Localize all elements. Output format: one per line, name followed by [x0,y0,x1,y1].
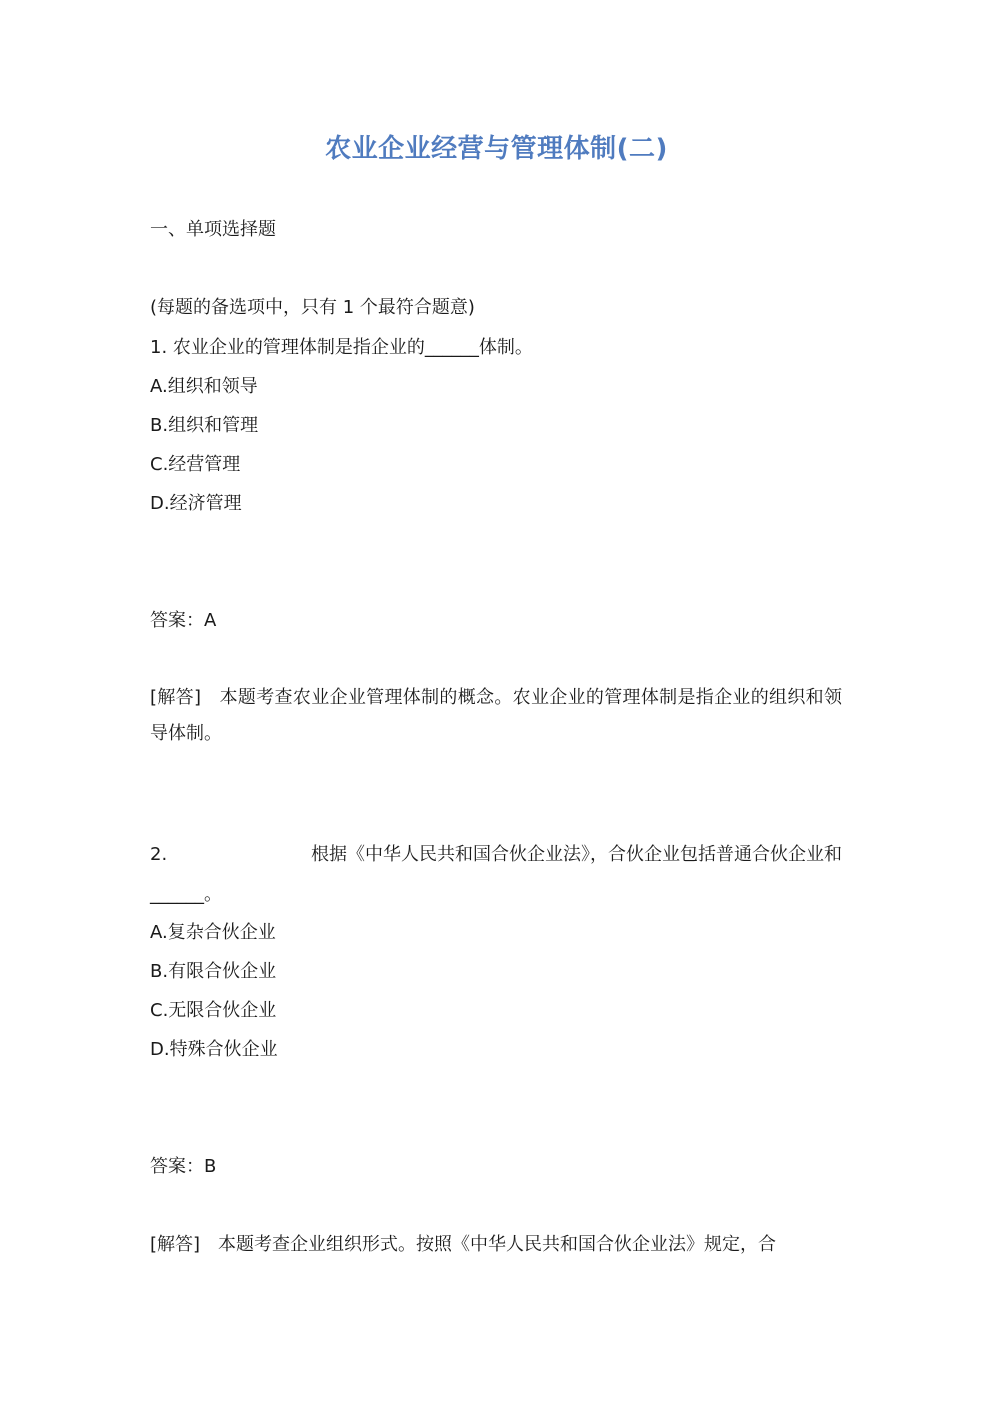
question-text-line-1: 根据《中华人民共和国合伙企业法》，合伙企业包括普通合伙企业和 [311,844,842,865]
question-2-option-c: C.无限合伙企业 [150,1000,277,1021]
question-1-explanation: [解答] 本题考查农业企业管理体制的概念。农业企业的管理体制是指企业的组织和领导体制。 [150,687,842,744]
question-number: 1. [150,337,168,358]
question-2-answer: 答案：B [150,1156,217,1177]
question-1-answer: 答案：A [150,610,217,631]
question-2-option-d: D.特殊合伙企业 [150,1039,278,1060]
section-heading: 一、单项选择题 [150,219,276,240]
question-1-option-d: D.经济管理 [150,493,242,514]
question-1-option-a: A.组织和领导 [150,376,258,397]
question-2-explanation: [解答] 本题考查企业组织形式。按照《中华人民共和国合伙企业法》规定，合 [150,1234,777,1255]
question-number: 2. [150,844,168,865]
document-title: 农业企业经营与管理体制(二) [325,134,668,164]
question-1-option-b: B.组织和管理 [150,415,259,436]
instruction-text: (每题的备选项中，只有 1 个最符合题意) [150,297,475,318]
question-text-line-2: ______。 [150,884,222,905]
question-1-option-c: C.经营管理 [150,454,241,475]
question-1-stem [150,336,533,360]
question-2-stem [150,835,842,915]
question-text: 农业企业的管理体制是指企业的______体制。 [172,337,533,358]
question-2-option-b: B.有限合伙企业 [150,961,277,982]
question-2-option-a: A.复杂合伙企业 [150,922,276,943]
